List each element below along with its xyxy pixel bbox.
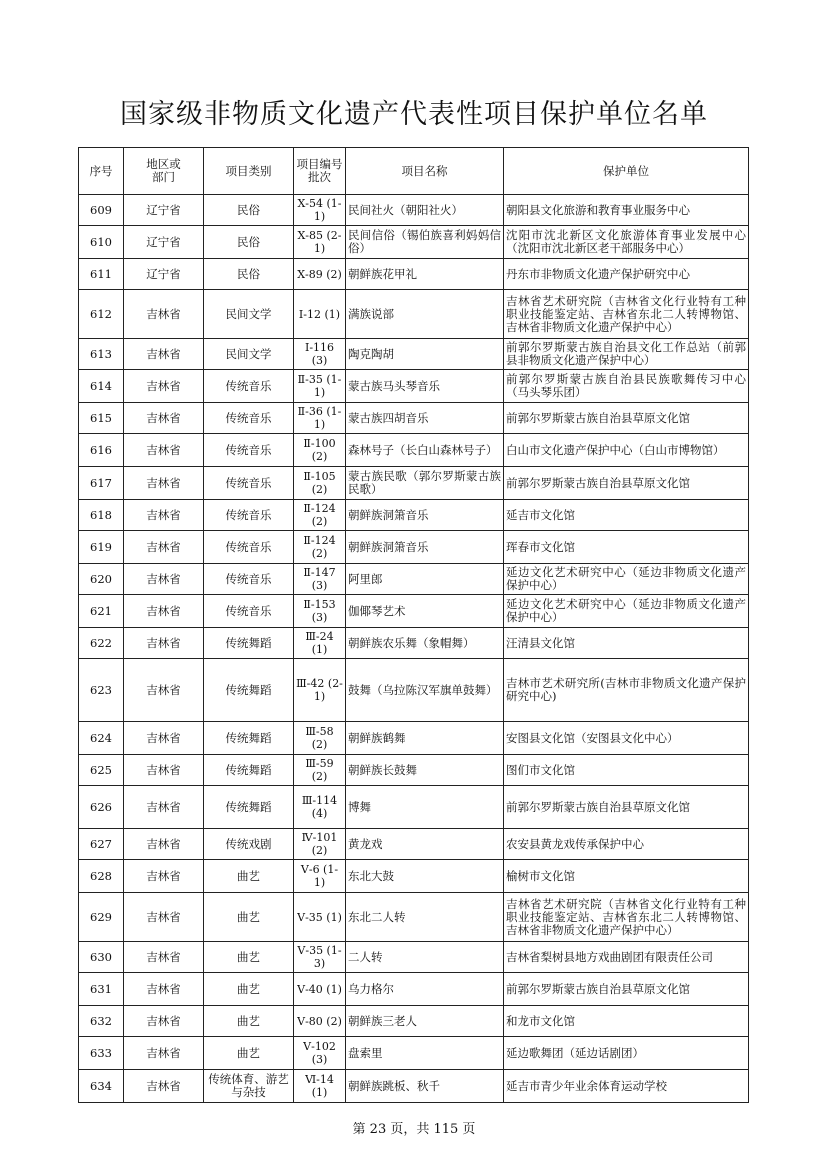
header-category: 项目类别 [204,148,294,195]
cell-code: Ⅲ-114 (4) [294,786,346,829]
cell-category: 传统音乐 [204,564,294,595]
cell-name: 朝鲜族鹤舞 [346,722,504,755]
cell-unit: 延边文化艺术研究中心（延边非物质文化遗产保护中心） [504,595,749,628]
cell-name: 朝鲜族洞箫音乐 [346,500,504,531]
cell-region: 吉林省 [124,290,204,339]
cell-name: 朝鲜族花甲礼 [346,259,504,290]
table-row [79,893,749,942]
cell-name: 民间社火（朝阳社火） [346,195,504,226]
cell-seq: 614 [79,370,124,403]
table-row [79,860,749,893]
header-code: 项目编号批次 [294,148,346,195]
cell-seq: 616 [79,434,124,467]
table-row [79,467,749,500]
cell-name: 伽倻琴艺术 [346,595,504,628]
cell-region: 吉林省 [124,893,204,942]
cell-code: Ⅱ-35 (1-1) [294,370,346,403]
cell-seq: 612 [79,290,124,339]
cell-seq: 626 [79,786,124,829]
cell-name: 乌力格尔 [346,973,504,1006]
table-header-row [79,148,749,195]
cell-code: Ⅱ-105 (2) [294,467,346,500]
cell-category: 传统舞蹈 [204,722,294,755]
cell-category: 曲艺 [204,973,294,1006]
cell-code: Ⅴ-40 (1) [294,973,346,1006]
cell-unit: 榆树市文化馆 [504,860,749,893]
cell-seq: 624 [79,722,124,755]
cell-seq: 627 [79,829,124,860]
cell-unit: 吉林省艺术研究院（吉林省文化行业特有工种职业技能鉴定站、吉林省东北二人转博物馆、吉林省非物质文化遗产保护中心） [504,290,749,339]
cell-category: 传统戏剧 [204,829,294,860]
cell-code: Ⅹ-89 (2) [294,259,346,290]
cell-category: 传统音乐 [204,531,294,564]
cell-name: 黄龙戏 [346,829,504,860]
cell-seq: 632 [79,1006,124,1037]
table-row [79,564,749,595]
cell-code: Ⅵ-14 (1) [294,1070,346,1103]
cell-unit: 朝阳县文化旅游和教育事业服务中心 [504,195,749,226]
table-row [79,1070,749,1103]
table-row [79,434,749,467]
cell-code: Ⅹ-85 (2-1) [294,226,346,259]
cell-region: 辽宁省 [124,259,204,290]
cell-code: Ⅱ-124 (2) [294,531,346,564]
cell-unit: 沈阳市沈北新区文化旅游体育事业发展中心（沈阳市沈北新区老干部服务中心） [504,226,749,259]
cell-code: Ⅹ-54 (1-1) [294,195,346,226]
cell-category: 民间文学 [204,339,294,370]
cell-region: 吉林省 [124,531,204,564]
cell-category: 曲艺 [204,1037,294,1070]
cell-unit: 白山市文化遗产保护中心（白山市博物馆） [504,434,749,467]
cell-region: 吉林省 [124,564,204,595]
cell-name: 蒙古族马头琴音乐 [346,370,504,403]
heritage-table [78,147,749,1103]
cell-name: 民间信俗（锡伯族喜利妈妈信俗） [346,226,504,259]
cell-seq: 610 [79,226,124,259]
cell-seq: 633 [79,1037,124,1070]
cell-category: 传统音乐 [204,370,294,403]
cell-region: 吉林省 [124,339,204,370]
table-row [79,973,749,1006]
cell-category: 曲艺 [204,860,294,893]
cell-unit: 前郭尔罗斯蒙古族自治县草原文化馆 [504,467,749,500]
cell-region: 吉林省 [124,434,204,467]
table-row [79,755,749,786]
cell-region: 吉林省 [124,403,204,434]
cell-category: 传统舞蹈 [204,628,294,659]
cell-code: Ⅴ-80 (2) [294,1006,346,1037]
cell-code: Ⅴ-6 (1-1) [294,860,346,893]
cell-code: Ⅲ-24 (1) [294,628,346,659]
cell-category: 民俗 [204,259,294,290]
cell-region: 吉林省 [124,659,204,722]
cell-name: 阿里郎 [346,564,504,595]
cell-region: 吉林省 [124,467,204,500]
table-row [79,1037,749,1070]
cell-name: 朝鲜族长鼓舞 [346,755,504,786]
cell-seq: 631 [79,973,124,1006]
cell-seq: 620 [79,564,124,595]
cell-region: 辽宁省 [124,226,204,259]
cell-region: 吉林省 [124,1006,204,1037]
cell-category: 曲艺 [204,1006,294,1037]
cell-seq: 615 [79,403,124,434]
cell-code: Ⅰ-12 (1) [294,290,346,339]
cell-category: 曲艺 [204,893,294,942]
cell-category: 传统音乐 [204,434,294,467]
header-seq: 序号 [79,148,124,195]
cell-name: 森林号子（长白山森林号子） [346,434,504,467]
cell-name: 东北大鼓 [346,860,504,893]
cell-category: 传统体育、游艺与杂技 [204,1070,294,1103]
table-row [79,370,749,403]
table-row [79,786,749,829]
cell-code: Ⅱ-100 (2) [294,434,346,467]
table-row [79,829,749,860]
cell-unit: 延边歌舞团（延边话剧团） [504,1037,749,1070]
cell-region: 吉林省 [124,860,204,893]
cell-seq: 609 [79,195,124,226]
cell-seq: 622 [79,628,124,659]
cell-region: 吉林省 [124,755,204,786]
cell-category: 曲艺 [204,942,294,973]
cell-region: 吉林省 [124,500,204,531]
cell-name: 鼓舞（乌拉陈汉军旗单鼓舞） [346,659,504,722]
cell-unit: 延吉市文化馆 [504,500,749,531]
cell-region: 吉林省 [124,1070,204,1103]
cell-category: 传统舞蹈 [204,755,294,786]
cell-code: Ⅱ-36 (1-1) [294,403,346,434]
cell-name: 朝鲜族跳板、秋千 [346,1070,504,1103]
cell-seq: 611 [79,259,124,290]
table-row [79,195,749,226]
cell-unit: 珲春市文化馆 [504,531,749,564]
cell-code: Ⅰ-116 (3) [294,339,346,370]
cell-category: 民俗 [204,226,294,259]
table-row [79,339,749,370]
page-footer: 第 23 页，共 115 页 [352,1122,476,1137]
cell-unit: 吉林省艺术研究院（吉林省文化行业特有工种职业技能鉴定站、吉林省东北二人转博物馆、吉林省非物质文化遗产保护中心） [504,893,749,942]
cell-region: 吉林省 [124,370,204,403]
cell-code: Ⅴ-35 (1-3) [294,942,346,973]
cell-category: 民间文学 [204,290,294,339]
cell-region: 吉林省 [124,973,204,1006]
cell-name: 盘索里 [346,1037,504,1070]
cell-code: Ⅴ-35 (1) [294,893,346,942]
cell-unit: 吉林市艺术研究所(吉林市非物质文化遗产保护研究中心) [504,659,749,722]
cell-seq: 621 [79,595,124,628]
cell-category: 传统舞蹈 [204,659,294,722]
table-row [79,942,749,973]
cell-seq: 613 [79,339,124,370]
cell-category: 民俗 [204,195,294,226]
cell-region: 吉林省 [124,829,204,860]
cell-region: 吉林省 [124,595,204,628]
cell-seq: 617 [79,467,124,500]
cell-category: 传统音乐 [204,595,294,628]
cell-seq: 634 [79,1070,124,1103]
cell-seq: 630 [79,942,124,973]
cell-code: Ⅱ-153 (3) [294,595,346,628]
table-row [79,531,749,564]
table-row [79,659,749,722]
cell-unit: 前郭尔罗斯蒙古族自治县草原文化馆 [504,973,749,1006]
cell-seq: 618 [79,500,124,531]
table-row [79,1006,749,1037]
cell-unit: 汪清县文化馆 [504,628,749,659]
cell-unit: 延吉市青少年业余体育运动学校 [504,1070,749,1103]
cell-name: 朝鲜族三老人 [346,1006,504,1037]
cell-code: Ⅱ-124 (2) [294,500,346,531]
header-unit: 保护单位 [504,148,749,195]
cell-unit: 前郭尔罗斯蒙古族自治县民族歌舞传习中心（马头琴乐团） [504,370,749,403]
cell-name: 朝鲜族洞箫音乐 [346,531,504,564]
cell-seq: 623 [79,659,124,722]
cell-unit: 农安县黄龙戏传承保护中心 [504,829,749,860]
cell-region: 吉林省 [124,942,204,973]
cell-category: 传统音乐 [204,467,294,500]
cell-name: 博舞 [346,786,504,829]
cell-code: Ⅲ-42 (2-1) [294,659,346,722]
cell-region: 吉林省 [124,1037,204,1070]
cell-region: 吉林省 [124,786,204,829]
cell-name: 陶克陶胡 [346,339,504,370]
header-name: 项目名称 [346,148,504,195]
cell-unit: 前郭尔罗斯蒙古族自治县文化工作总站（前郭县非物质文化遗产保护中心） [504,339,749,370]
table-row [79,226,749,259]
cell-seq: 619 [79,531,124,564]
cell-code: Ⅴ-102 (3) [294,1037,346,1070]
cell-region: 吉林省 [124,722,204,755]
cell-region: 辽宁省 [124,195,204,226]
cell-seq: 629 [79,893,124,942]
cell-seq: 625 [79,755,124,786]
cell-code: Ⅱ-147 (3) [294,564,346,595]
cell-unit: 安图县文化馆（安图县文化中心） [504,722,749,755]
table-row [79,628,749,659]
cell-unit: 吉林省梨树县地方戏曲剧团有限责任公司 [504,942,749,973]
cell-unit: 延边文化艺术研究中心（延边非物质文化遗产保护中心） [504,564,749,595]
cell-category: 传统音乐 [204,500,294,531]
table-row [79,500,749,531]
cell-name: 蒙古族民歌（郭尔罗斯蒙古族民歌） [346,467,504,500]
table-row [79,722,749,755]
cell-name: 二人转 [346,942,504,973]
cell-unit: 和龙市文化馆 [504,1006,749,1037]
cell-unit: 图们市文化馆 [504,755,749,786]
cell-unit: 前郭尔罗斯蒙古族自治县草原文化馆 [504,786,749,829]
cell-code: Ⅲ-59 (2) [294,755,346,786]
cell-name: 东北二人转 [346,893,504,942]
table-row [79,290,749,339]
table-row [79,259,749,290]
cell-name: 朝鲜族农乐舞（象帽舞） [346,628,504,659]
page-title: 国家级非物质文化遗产代表性项目保护单位名单 [120,99,708,130]
cell-region: 吉林省 [124,628,204,659]
cell-unit: 丹东市非物质文化遗产保护研究中心 [504,259,749,290]
table-row [79,595,749,628]
cell-name: 蒙古族四胡音乐 [346,403,504,434]
cell-code: Ⅳ-101 (2) [294,829,346,860]
cell-seq: 628 [79,860,124,893]
cell-category: 传统音乐 [204,403,294,434]
cell-name: 满族说部 [346,290,504,339]
cell-unit: 前郭尔罗斯蒙古族自治县草原文化馆 [504,403,749,434]
cell-category: 传统舞蹈 [204,786,294,829]
cell-code: Ⅲ-58 (2) [294,722,346,755]
table-row [79,403,749,434]
header-region: 地区或部门 [124,148,204,195]
